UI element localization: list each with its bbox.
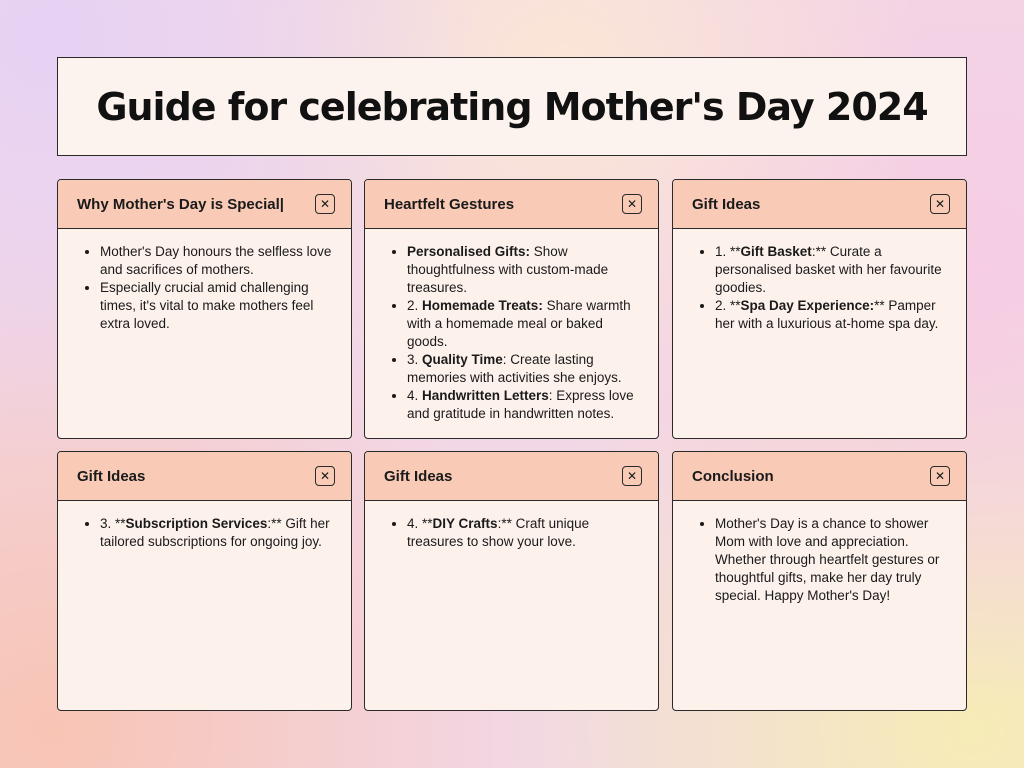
card-body <box>365 501 658 551</box>
card-header <box>58 180 351 229</box>
close-icon[interactable]: ✕ <box>622 194 642 214</box>
list-item: • Mother's Day honours the selfless love and sacrifices of mothers. <box>100 243 335 279</box>
card-title: Why Mother's Day is Special| <box>77 195 284 213</box>
bullet-list <box>697 515 950 605</box>
title-banner <box>57 57 967 156</box>
card-body <box>58 501 351 551</box>
bullet-list <box>82 515 335 551</box>
card-gift-ideas-3 <box>364 451 659 711</box>
card-header <box>673 452 966 501</box>
list-item: • 4. **DIY Crafts:** Craft unique treasures to show your love. <box>407 515 642 551</box>
list-item: • 3. Quality Time: Create lasting memories with activities she enjoys. <box>407 351 642 387</box>
close-icon[interactable]: ✕ <box>315 466 335 486</box>
list-item: • 2. **Spa Day Experience:** Pamper her with a luxurious at-home spa day. <box>715 297 950 333</box>
card-header <box>58 452 351 501</box>
card-body <box>673 229 966 333</box>
card-body <box>673 501 966 605</box>
bullet-list <box>389 515 642 551</box>
close-icon[interactable]: ✕ <box>622 466 642 486</box>
card-gift-ideas-1 <box>672 179 967 439</box>
close-icon[interactable]: ✕ <box>930 194 950 214</box>
bullet-list <box>389 243 642 423</box>
card-title: Gift Ideas <box>77 467 146 485</box>
card-title: Gift Ideas <box>384 467 453 485</box>
card-header <box>365 452 658 501</box>
card-conclusion <box>672 451 967 711</box>
card-header <box>365 180 658 229</box>
card-title: Heartfelt Gestures <box>384 195 515 213</box>
list-item: • Especially crucial amid challenging times, it's vital to make mothers feel extra loved. <box>100 279 335 333</box>
card-title: Gift Ideas <box>692 195 761 213</box>
bullet-list <box>82 243 335 333</box>
list-item: • 3. **Subscription Services:** Gift her tailored subscriptions for ongoing joy. <box>100 515 335 551</box>
card-title: Conclusion <box>692 467 774 485</box>
card-header <box>673 180 966 229</box>
card-why-special <box>57 179 352 439</box>
list-item: • 1. **Gift Basket:** Curate a personalised basket with her favourite goodies. <box>715 243 950 297</box>
close-icon[interactable]: ✕ <box>315 194 335 214</box>
card-body <box>365 229 658 423</box>
close-icon[interactable]: ✕ <box>930 466 950 486</box>
card-body <box>58 229 351 333</box>
list-item: • Mother's Day is a chance to shower Mom with love and appreciation. Whether through heartfelt gestures or thoughtful gifts, make her day truly special. Happy Mother's Day! <box>715 515 950 605</box>
list-item: • 4. Handwritten Letters: Express love and gratitude in handwritten notes. <box>407 387 642 423</box>
page-title: Guide for celebrating Mother's Day 2024 <box>96 84 928 129</box>
list-item: • 2. Homemade Treats: Share warmth with a homemade meal or baked goods. <box>407 297 642 351</box>
bullet-list <box>697 243 950 333</box>
card-heartfelt-gestures <box>364 179 659 439</box>
card-gift-ideas-2 <box>57 451 352 711</box>
list-item: • Personalised Gifts: Show thoughtfulness with custom-made treasures. <box>407 243 642 297</box>
